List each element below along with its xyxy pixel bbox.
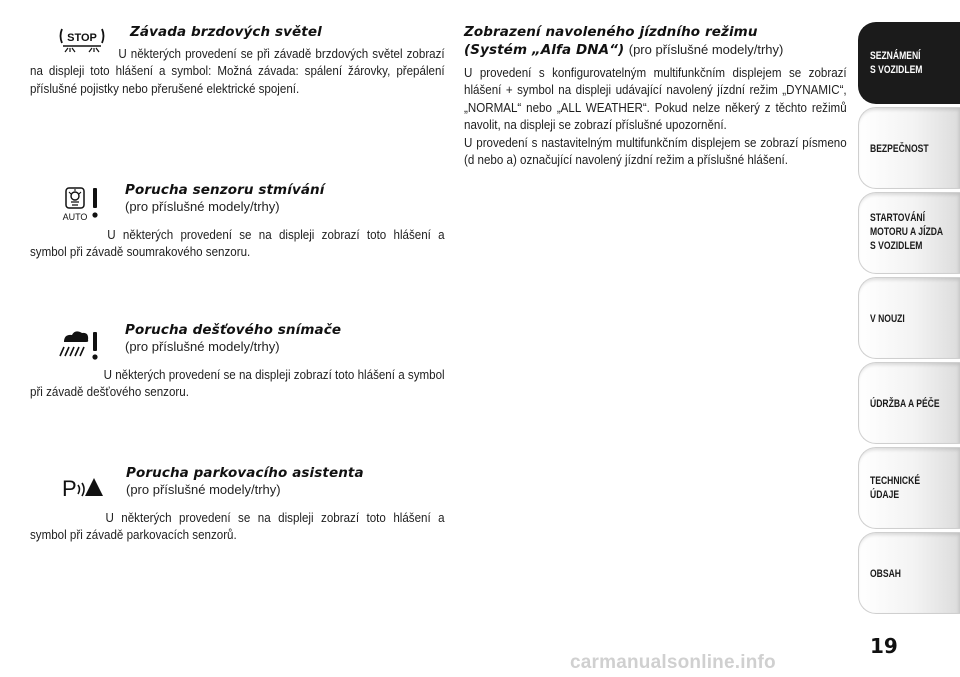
section-title: Porucha parkovacího asistenta <box>126 465 364 481</box>
tab-label: SEZNÁMENÍ S VOZIDLEM <box>870 50 923 76</box>
page-number: 19 <box>870 634 898 658</box>
parking-sensor-fault-icon <box>62 475 106 506</box>
section-title: Porucha dešťového snímače <box>125 322 342 338</box>
svg-text:AUTO: AUTO <box>62 212 88 222</box>
rain-sensor-heading-block <box>125 322 341 354</box>
tab-label: BEZPEČNOST <box>870 143 929 155</box>
tab-v-nouzi[interactable] <box>858 277 960 359</box>
section-subtitle: (pro příslušné modely/trhy) <box>126 482 281 497</box>
tab-label: ÚDRŽBA A PÉČE <box>870 398 940 410</box>
tab-seznameni-s-vozidlem[interactable] <box>858 22 960 104</box>
svg-text:STOP: STOP <box>67 32 97 44</box>
section-subtitle: (pro příslušné modely/trhy) <box>125 339 280 354</box>
tab-technicke-udaje[interactable] <box>858 447 960 529</box>
section-title: Závada brzdových světel <box>130 24 322 40</box>
rain-sensor-fault-icon <box>58 328 104 367</box>
section-title: Porucha senzoru stmívání <box>125 182 325 198</box>
right-column <box>464 24 847 169</box>
dusk-sensor-fault-icon <box>58 186 104 231</box>
svg-text:P: P <box>62 476 77 501</box>
watermark: carmanualsonline.info <box>570 652 776 673</box>
tab-label: STARTOVÁNÍ MOTORU A JÍZDA S VOZIDLEM <box>870 212 944 252</box>
tab-bezpecnost[interactable] <box>858 107 960 189</box>
dna-subtitle: (pro příslušné modely/trhy) <box>628 42 784 57</box>
section-body: U některých provedení se na displeji zobrazí toto hlášení a symbol při závadě soumrakového senzoru. <box>30 228 445 260</box>
tab-udrzba-a-pece[interactable] <box>858 362 960 444</box>
dna-title-line2: (Systém „Alfa DNA“) <box>464 42 625 58</box>
dna-title-line1: Zobrazení navoleného jízdního režimu <box>464 24 758 40</box>
parking-sensor-heading-block <box>126 465 364 497</box>
section-body: U některých provedení se na displeji zobrazí toto hlášení a symbol při závadě parkovacích senzorů. <box>30 511 445 543</box>
tab-label: TECHNICKÉ ÚDAJE <box>870 475 921 501</box>
tab-startovani-motoru[interactable] <box>858 192 960 274</box>
tab-label: V NOUZI <box>870 313 905 325</box>
section-body: U některých provedení se při závadě brzdových světel zobrazí na displeji toto hlášení a symbol: Možná závada: spálení žárovky, přepálení příslušné pojistky nebo přerušené elektrické spojení. <box>30 47 445 96</box>
dna-body: U provedení s konfigurovatelným multifunkčním displejem se zobrazí hlášení + symbol na displeji udávající navolený jízdní režim „DYNAMIC“, „NORMAL“ nebo „ALL WEATHER“. Pokud nelze někerý z těchto režimů navolit, na displeji se zobrazí příslušné upozornění. U provedení s nastavitelným multifunkčním displejem se zobrazí písmeno (d nebo a) označující navolený jízdní režim a příslušné hlášení. <box>464 66 847 168</box>
tab-obsah[interactable] <box>858 532 960 614</box>
section-subtitle: (pro příslušné modely/trhy) <box>125 199 280 214</box>
dna-title-line2-row <box>464 41 847 59</box>
section-body: U některých provedení se na displeji zobrazí toto hlášení a symbol při závadě dešťového senzoru. <box>30 368 445 400</box>
dusk-sensor-heading-block <box>125 182 325 214</box>
chapter-tabs <box>858 22 960 617</box>
tab-label: OBSAH <box>870 568 901 580</box>
brake-lights-heading-block <box>130 24 322 40</box>
